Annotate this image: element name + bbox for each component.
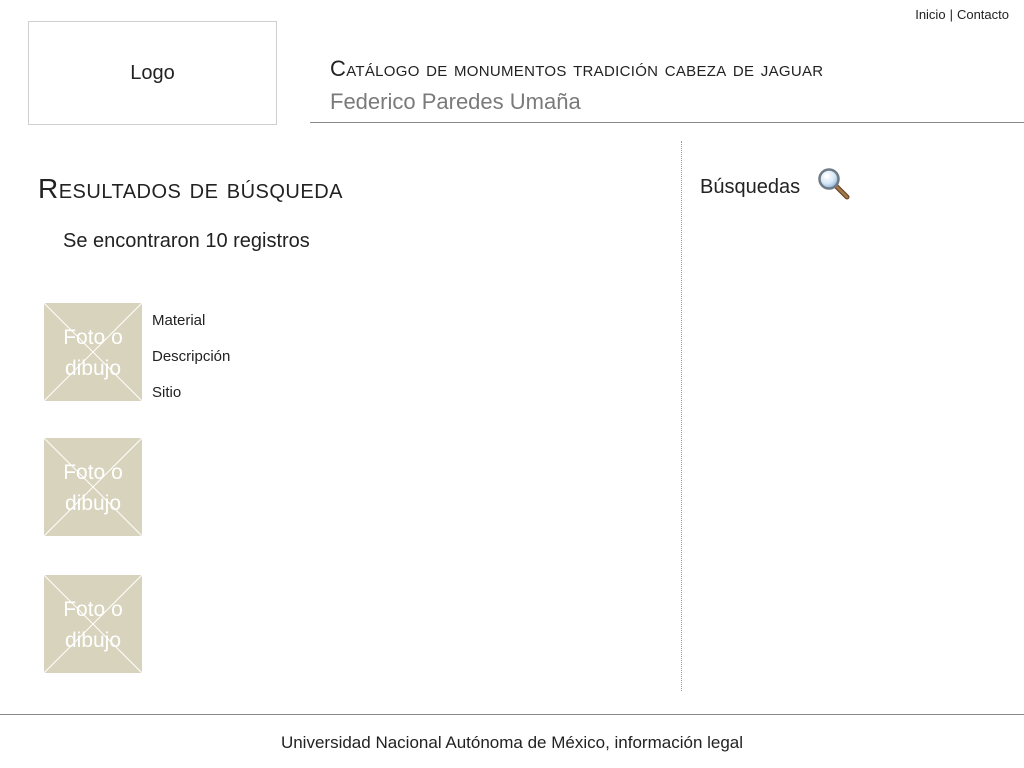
placeholder-label-line1: Foto o [63,598,123,621]
nav-separator: | [949,7,953,22]
field-material: Material [152,312,206,329]
placeholder-label-line2: dibujo [64,492,122,515]
logo-text: Logo [130,61,175,84]
result-image-placeholder[interactable] [44,438,142,536]
placeholder-label [44,457,142,519]
results-heading: Resultados de búsqueda [38,173,343,204]
header-divider [310,122,1024,123]
placeholder-label [44,594,142,656]
placeholder-label-line2: dibujo [64,357,122,380]
placeholder-label [44,322,142,384]
logo[interactable] [28,21,277,125]
site-subtitle: Federico Paredes Umaña [330,89,581,114]
field-sitio: Sitio [152,384,182,401]
magnifier-icon[interactable] [816,166,852,202]
result-image-placeholder[interactable] [44,303,142,401]
field-descripcion: Descripción [152,348,231,365]
results-count: Se encontraron 10 registros [63,230,310,252]
placeholder-label-line2: dibujo [64,629,122,652]
placeholder-label-line1: Foto o [63,461,123,484]
result-image-placeholder[interactable] [44,575,142,673]
placeholder-label-line1: Foto o [63,326,123,349]
nav-contact-link[interactable]: Contacto [956,7,1009,22]
footer-legal-text[interactable]: Universidad Nacional Autónoma de México, información legal [280,733,744,752]
footer-divider [0,714,1024,715]
searches-label[interactable]: Búsquedas [700,176,801,198]
top-nav [915,7,1009,22]
column-divider [681,141,682,691]
site-title: Catálogo de monumentos tradición cabeza de jaguar [330,56,824,81]
nav-home-link[interactable]: Inicio [915,7,946,22]
